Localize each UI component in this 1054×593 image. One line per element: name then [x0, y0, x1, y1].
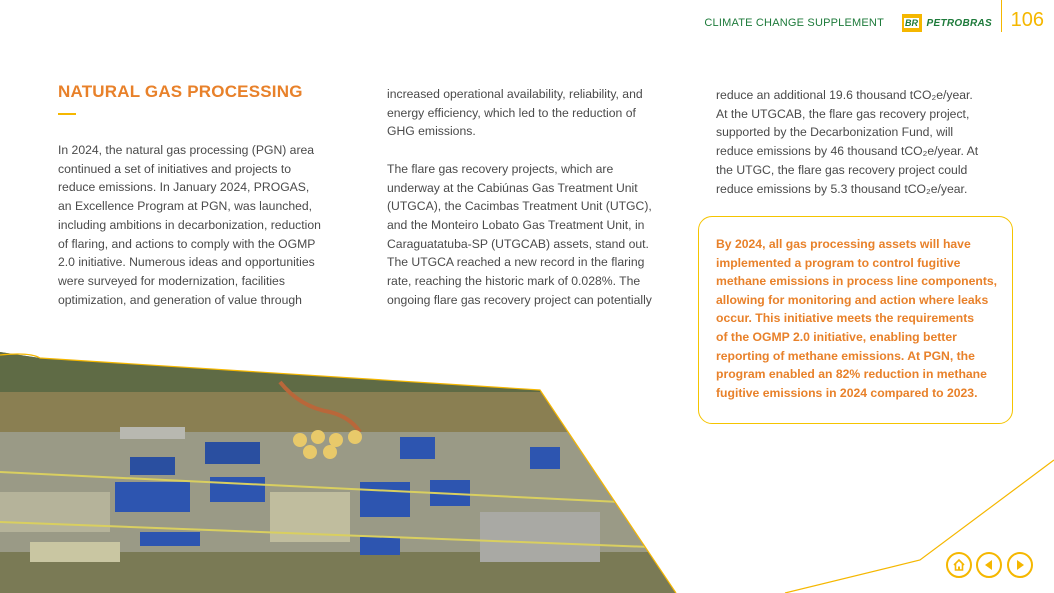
body-column-2: increased operational availability, reliability, and energy efficiency, which led to the reduction of GHG emissions. The flare gas recovery projects, which are underway at the Cabiúnas Gas Treatment Unit (UTGCA), the Cacimbas Treatment Unit (UTGC), and the Monteiro Lobato Gas Treatment Unit, in Caraguatatuba-SP (UTGCAB) assets, stand out. The UTGCA reached a new record in the flaring rate, reaching the historic mark of 0.028%. The ongoing flare gas recovery project can potentially: [387, 87, 652, 307]
petrobras-logo: [902, 14, 992, 32]
next-page-button[interactable]: [1007, 552, 1033, 578]
previous-page-button[interactable]: [976, 552, 1002, 578]
body-column-1: In 2024, the natural gas processing (PGN) area continued a set of initiatives and projects to reduce emissions. In January 2024, PROGAS, an Excellence Program at PGN, was launched, including ambitions in decarbonization, reduction of flaring, and actions to comply with the OGMP 2.0 initiative. Numerous ideas and opportunities were surveyed for modernization, facilities optimization, and generation of value through: [58, 143, 321, 307]
petrobras-wordmark: PETROBRAS: [926, 17, 992, 29]
arrow-left-icon: [983, 559, 995, 571]
body-column-3: reduce an additional 19.6 thousand tCO₂e/year. At the UTGCAB, the flare gas recovery project, supported by the Decarbonization Fund, will reduce emissions by 46 thousand tCO₂e/year. At the UTGC, the flare gas recovery project could reduce emissions by 5.3 thousand tCO₂e/year.: [716, 88, 979, 196]
gas-plant-aerial-photo: [0, 352, 700, 593]
methane-callout-text: By 2024, all gas processing assets will have implemented a program to control fugitive methane emissions in process line components, allowing for monitoring and action where leaks occur. This initiative meets the requirements of the OGMP 2.0 initiative, enabling better reporting of methane emissions. At PGN, the program enabled an 82% reduction in methane fugitive emissions in 2024 compared to 2023.: [716, 237, 998, 400]
section-title: NATURAL GAS PROCESSING: [58, 82, 303, 101]
home-icon: [952, 558, 966, 572]
home-button[interactable]: [946, 552, 972, 578]
header-supplement-title: CLIMATE CHANGE SUPPLEMENT: [704, 17, 884, 29]
br-logo-letters: BR: [905, 18, 919, 28]
title-underline: [58, 113, 76, 115]
page-number: 106: [1010, 9, 1044, 31]
br-logo-mark: [902, 14, 922, 32]
arrow-right-icon: [1014, 559, 1026, 571]
header-divider: [1001, 0, 1002, 32]
